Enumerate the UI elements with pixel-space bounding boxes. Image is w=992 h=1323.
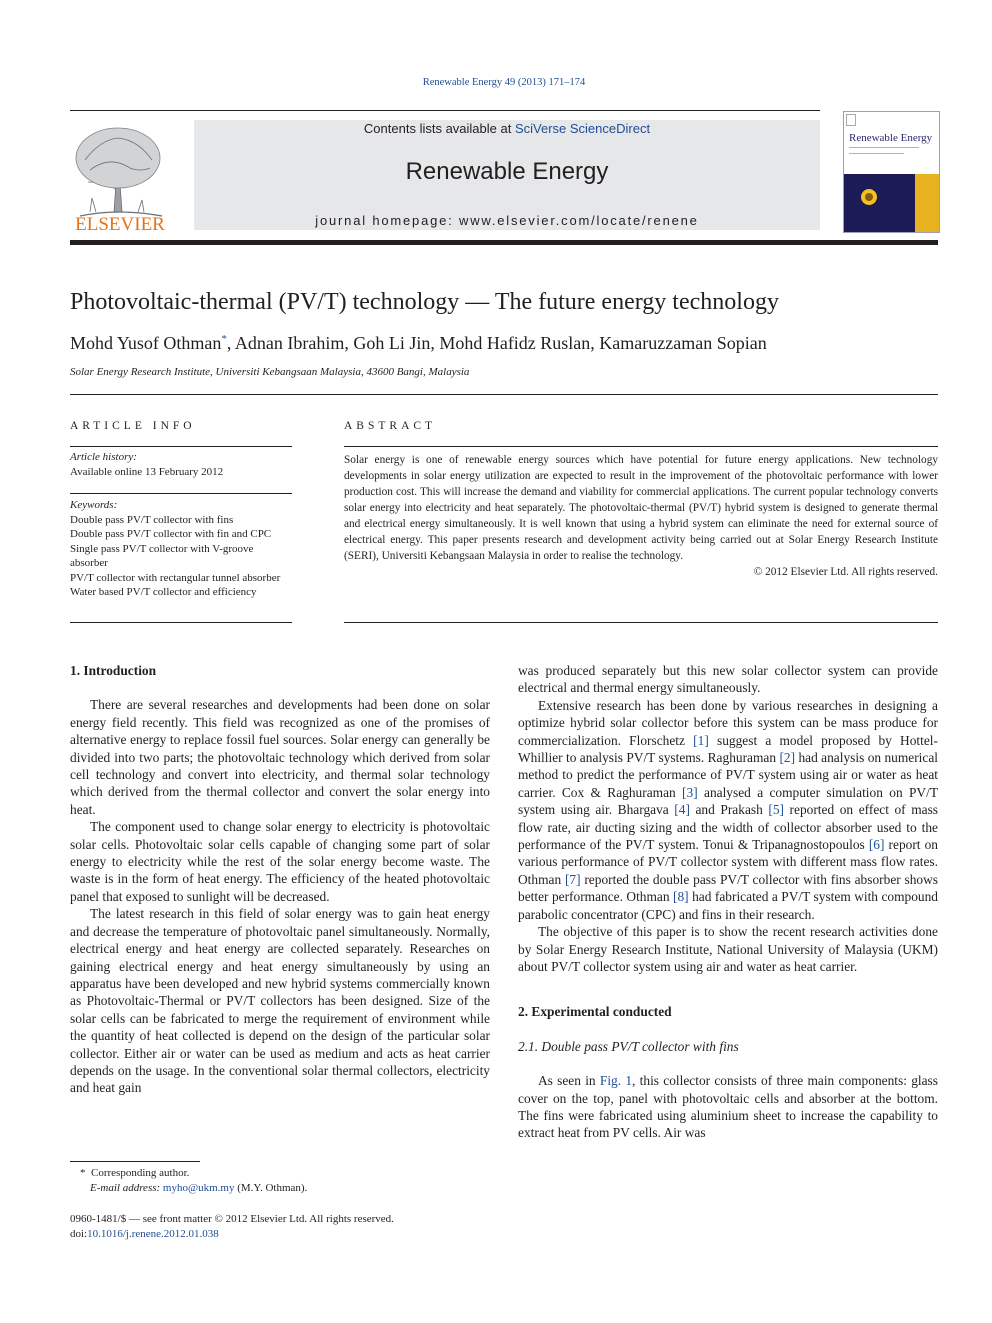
- homepage-url[interactable]: www.elsevier.com/locate/renene: [459, 213, 699, 228]
- abstract-rule-bottom: [344, 622, 938, 623]
- journal-title: Renewable Energy: [405, 158, 609, 185]
- paragraph: The component used to change solar energy to electricity is photovoltaic solar cells. Photovoltaic solar cells capable of changing some part of solar energy to electricity while the rest of the solar energy become waste. The waste is in the form of heat energy. The efficiency of the heated photovoltaic panel that exposed to sunlight will be decreased.: [70, 819, 490, 904]
- keywords-rule: [70, 622, 292, 623]
- contents-line: Contents lists available at SciVerse ScienceDirect: [363, 121, 651, 136]
- journal-cover: [843, 111, 940, 233]
- article-history: [70, 450, 292, 479]
- elsevier-logo: [70, 120, 170, 234]
- email-label: E-mail address:: [90, 1182, 163, 1194]
- keywords-block: [70, 498, 292, 600]
- article-info-rule: [70, 446, 292, 447]
- authors-rest: , Adnan Ibrahim, Goh Li Jin, Mohd Hafidz Ruslan, Kamaruzzaman Sopian: [226, 333, 767, 353]
- corresponding-author-mark[interactable]: *: [221, 333, 227, 345]
- keyword-item: Double pass PV/T collector with fins: [70, 513, 234, 526]
- journal-homepage: journal homepage: www.elsevier.com/locate/renene: [315, 213, 699, 228]
- paragraph: As seen in Fig. 1, this collector consists of three main components: glass cover on the top, panel with photovoltaic cells and absorber at the bottom. The fins were fabricated using aluminium sheet to increase the capability to extract heat from PV cells. Air was: [518, 1073, 938, 1141]
- keyword-item: PV/T collector with rectangular tunnel absorber: [70, 571, 281, 584]
- citation-link[interactable]: [1]: [693, 732, 709, 748]
- header-thick-rule: [70, 240, 938, 245]
- author-list: [70, 333, 767, 354]
- paragraph: The objective of this paper is to show the recent research activities done by Solar Energy Research Institute, National University of Malaysia (UKM) about PV/T collector system using air and water as heat carrier.: [518, 924, 938, 974]
- body-right-column: [518, 662, 938, 1142]
- doi-line: doi:10.1016/j.renene.2012.01.038: [70, 1228, 219, 1240]
- title-rule: [70, 394, 938, 395]
- citation-link[interactable]: [6]: [868, 837, 885, 853]
- issn-line: 0960-1481/$ — see front matter © 2012 Elsevier Ltd. All rights reserved.: [70, 1213, 394, 1225]
- footnote-rule: [70, 1161, 200, 1162]
- paragraph-references: Extensive research has been done by various researches in designing a optimize hybrid solar collector before this system can be mass produce for commercialization. Florschetz [1] suggest a model proposed by Hottel-Whillier to analysis PV/T systems. Raghuraman [2] had analysis on numerical method to predict the performance of PV/T system using air or water as heat carrier. Cox & Raghuraman [3] analysed a computer simulation on PV/T system using air. Bhargava [4] and Prakash [5] reported on effect of mass flow rate, air ducting sizing and the width of collector absorber used to the performance of the PV/T system. Tonui & Tripanagnostopoulos [6] report on various performance of PV/T collector system with different mass flow rates. Othman [7] reported the double pass PV/T collector with fins absorber shows better performance. Othman [8] had fabricated a PV/T system with compound parabolic concentrator (CPC) and fins in their research.: [518, 697, 939, 922]
- sun-flower-icon: [854, 182, 884, 212]
- abstract-body: [344, 452, 938, 580]
- history-label: Article history:: [70, 451, 137, 463]
- cover-line: [849, 153, 904, 154]
- author-corresponding: Mohd Yusof Othman: [70, 333, 222, 353]
- footnote-mark: *: [80, 1167, 86, 1179]
- sciencedirect-link[interactable]: SciVerse ScienceDirect: [514, 121, 651, 136]
- email-link[interactable]: myho@ukm.my: [162, 1182, 235, 1194]
- cover-accent: [915, 174, 939, 232]
- section-1-heading: 1. Introduction: [70, 663, 157, 678]
- elsevier-wordmark: ELSEVIER: [75, 214, 165, 234]
- elsevier-mini-logo-icon: [846, 114, 856, 126]
- article-title: Photovoltaic-thermal (PV/T) technology — The future energy technology: [70, 289, 779, 315]
- header-rule: [70, 110, 820, 111]
- paragraph: The latest research in this field of solar energy was to gain heat energy and decrease the temperature of photovoltaic panel simultaneously. Normally, electrical energy and heat energy are collected separately. Researches on gaining electrical energy and heat energy simultaneously by using an apparatus have been developed and new hybrid systems commercially known as Photovoltaic-Thermal or PV/T collectors has been designed. Size of the solar cells can be fabricated to merge the requirement of environment while the quantity of heat collected is depend on the design of the particular solar collector. Either air or water can be used as medium and acts as heat carrier depends on the usage. In the conventional solar thermal collectors, electricity and heat gain: [70, 906, 490, 1096]
- cover-line: [849, 147, 919, 148]
- section-2-heading: 2. Experimental conducted: [518, 1004, 672, 1020]
- subsection-2-1-heading: 2.1. Double pass PV/T collector with fins: [518, 1038, 739, 1054]
- cover-title: Renewable Energy: [849, 132, 933, 144]
- corresponding-note: Corresponding author.: [91, 1167, 190, 1179]
- issn-block: [70, 1212, 394, 1242]
- figure-link[interactable]: Fig. 1: [599, 1073, 633, 1089]
- keyword-item: Double pass PV/T collector with fin and CPC: [70, 528, 272, 540]
- cover-band: [844, 174, 939, 232]
- affiliation: Solar Energy Research Institute, Universiti Kebangsaan Malaysia, 43600 Bangi, Malaysia: [70, 366, 470, 378]
- citation-link[interactable]: [8]: [673, 889, 689, 905]
- paragraph: There are several researches and developments had been done on solar energy field recently. This field was recognized as one of the promises of alternative energy to replace fossil fuel sources. Solar energy can generally be divided into two parts; the photovoltaic technology which derived from solar cell technology and convert into electricity, and thermal solar technology which derived from the thermal collector and convert the solar energy into heat.: [70, 697, 490, 817]
- keywords-label: Keywords:: [70, 499, 118, 511]
- citation-link[interactable]: [7]: [564, 871, 581, 887]
- body-left-column: [70, 662, 490, 1097]
- elsevier-tree-icon: [70, 120, 170, 234]
- keyword-item: Single pass PV/T collector with V-groove absorber: [70, 542, 254, 569]
- doi-link[interactable]: 10.1016/j.renene.2012.01.038: [87, 1228, 219, 1240]
- abstract-heading: ABSTRACT: [344, 420, 437, 432]
- history-rule: [70, 493, 292, 494]
- citation-link[interactable]: [3]: [682, 784, 698, 800]
- footnote: * Corresponding author. E-mail address: myho@ukm.my (M.Y. Othman).: [80, 1167, 308, 1194]
- abstract-text: Solar energy is one of renewable energy sources which have potential for future energy applications. New technology developments in solar energy utilization are expected to result in the improvement of the photovoltaic performance with lower production cost. This will increase the demand and viability for commercial applications. The current popular technology converts solar energy into electricity and heat separately. The photovoltaic-thermal (PV/T) hybrid system is designed to generate thermal and electrical energy simultaneously. It is well known that using a hybrid system can eliminate the need for external source of electrical energy. This paper presents research and development activity being carried out at Solar Energy Research Institute (SERI), Universiti Kebangsaan Malaysia in order to realise the technology.: [344, 454, 938, 562]
- citation-link[interactable]: [5]: [768, 802, 784, 818]
- history-value: Available online 13 February 2012: [70, 465, 224, 478]
- paragraph: was produced separately but this new solar collector system can provide electrical and thermal energy simultaneously.: [518, 663, 938, 696]
- abstract-copyright: © 2012 Elsevier Ltd. All rights reserved.: [753, 566, 938, 578]
- article-info-heading: ARTICLE INFO: [70, 420, 196, 432]
- journal-reference[interactable]: Renewable Energy 49 (2013) 171–174: [422, 77, 586, 88]
- citation-link[interactable]: [2]: [779, 750, 796, 766]
- keyword-item: Water based PV/T collector and efficiency: [70, 586, 257, 598]
- abstract-rule-top: [344, 446, 938, 447]
- citation-link[interactable]: [4]: [674, 802, 690, 818]
